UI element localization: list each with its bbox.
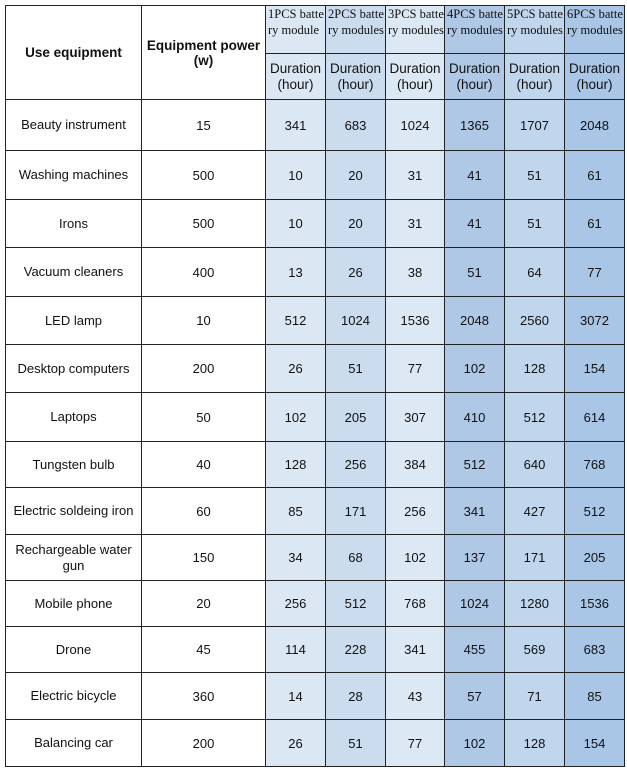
duration-cell: 341 [445, 488, 505, 535]
equipment-power: 500 [142, 151, 266, 200]
duration-cell: 1280 [505, 581, 565, 627]
equipment-name: LED lamp [6, 297, 142, 345]
duration-cell: 10 [266, 151, 326, 200]
header-duration-4: Duration (hour) [445, 54, 505, 100]
duration-cell: 64 [505, 248, 565, 297]
duration-cell: 2048 [445, 297, 505, 345]
battery-duration-table [5, 5, 625, 767]
duration-cell: 3072 [565, 297, 625, 345]
duration-cell: 10 [266, 200, 326, 248]
duration-cell: 307 [386, 393, 445, 442]
equipment-name: Electric soldeing iron [6, 488, 142, 535]
equipment-power: 20 [142, 581, 266, 627]
duration-cell: 26 [266, 345, 326, 393]
duration-cell: 768 [565, 442, 625, 488]
duration-cell: 14 [266, 673, 326, 720]
duration-cell: 128 [266, 442, 326, 488]
duration-cell: 427 [505, 488, 565, 535]
duration-cell: 171 [326, 488, 386, 535]
duration-cell: 128 [505, 345, 565, 393]
duration-cell: 85 [266, 488, 326, 535]
duration-cell: 128 [505, 720, 565, 767]
duration-cell: 768 [386, 581, 445, 627]
header-module-5: 5PCS battery modules [505, 6, 565, 54]
duration-cell: 77 [565, 248, 625, 297]
duration-cell: 51 [505, 151, 565, 200]
equipment-power: 360 [142, 673, 266, 720]
duration-cell: 114 [266, 627, 326, 673]
table-row [6, 488, 625, 535]
header-row-modules [6, 6, 625, 54]
duration-cell: 154 [565, 720, 625, 767]
duration-cell: 341 [386, 627, 445, 673]
header-use-equipment: Use equipment [6, 6, 142, 100]
duration-cell: 341 [266, 100, 326, 151]
duration-cell: 384 [386, 442, 445, 488]
table-body [6, 100, 625, 767]
table-row [6, 100, 625, 151]
duration-cell: 683 [326, 100, 386, 151]
header-duration-5: Duration (hour) [505, 54, 565, 100]
duration-cell: 102 [386, 535, 445, 581]
duration-cell: 512 [445, 442, 505, 488]
table-row [6, 673, 625, 720]
duration-cell: 512 [565, 488, 625, 535]
header-module-4: 4PCS battery modules [445, 6, 505, 54]
duration-cell: 640 [505, 442, 565, 488]
equipment-name: Irons [6, 200, 142, 248]
duration-cell: 38 [386, 248, 445, 297]
duration-cell: 26 [326, 248, 386, 297]
duration-cell: 77 [386, 345, 445, 393]
equipment-power: 50 [142, 393, 266, 442]
equipment-power: 500 [142, 200, 266, 248]
table-row [6, 200, 625, 248]
equipment-name: Balancing car [6, 720, 142, 767]
header-module-6: 6PCS battery modules [565, 6, 625, 54]
duration-cell: 31 [386, 200, 445, 248]
duration-cell: 137 [445, 535, 505, 581]
table-row [6, 151, 625, 200]
duration-cell: 1707 [505, 100, 565, 151]
duration-cell: 569 [505, 627, 565, 673]
table-row [6, 581, 625, 627]
equipment-name: Desktop computers [6, 345, 142, 393]
duration-cell: 61 [565, 200, 625, 248]
duration-cell: 256 [326, 442, 386, 488]
duration-cell: 512 [266, 297, 326, 345]
header-equipment-power: Equipment power (w) [142, 6, 266, 100]
equipment-power: 15 [142, 100, 266, 151]
equipment-name: Tungsten bulb [6, 442, 142, 488]
duration-cell: 171 [505, 535, 565, 581]
duration-cell: 51 [326, 720, 386, 767]
equipment-name: Rechargeable water gun [6, 535, 142, 581]
header-module-3: 3PCS battery modules [386, 6, 445, 54]
duration-cell: 26 [266, 720, 326, 767]
equipment-power: 200 [142, 345, 266, 393]
duration-cell: 31 [386, 151, 445, 200]
table-row [6, 535, 625, 581]
duration-cell: 512 [505, 393, 565, 442]
equipment-power: 400 [142, 248, 266, 297]
duration-cell: 1024 [386, 100, 445, 151]
duration-cell: 102 [445, 720, 505, 767]
equipment-power: 60 [142, 488, 266, 535]
duration-cell: 410 [445, 393, 505, 442]
duration-cell: 57 [445, 673, 505, 720]
duration-cell: 34 [266, 535, 326, 581]
table-row [6, 720, 625, 767]
duration-cell: 512 [326, 581, 386, 627]
duration-cell: 256 [386, 488, 445, 535]
equipment-name: Drone [6, 627, 142, 673]
duration-cell: 154 [565, 345, 625, 393]
header-module-2: 2PCS battery modules [326, 6, 386, 54]
duration-cell: 43 [386, 673, 445, 720]
duration-cell: 20 [326, 200, 386, 248]
table-row [6, 248, 625, 297]
equipment-power: 200 [142, 720, 266, 767]
header-module-1: 1PCS battery module [266, 6, 326, 54]
duration-cell: 20 [326, 151, 386, 200]
table-row [6, 442, 625, 488]
duration-cell: 102 [445, 345, 505, 393]
duration-cell: 41 [445, 200, 505, 248]
duration-cell: 1024 [445, 581, 505, 627]
equipment-name: Washing machines [6, 151, 142, 200]
duration-cell: 1536 [386, 297, 445, 345]
header-duration-6: Duration (hour) [565, 54, 625, 100]
table-row [6, 345, 625, 393]
duration-cell: 228 [326, 627, 386, 673]
duration-cell: 41 [445, 151, 505, 200]
duration-cell: 102 [266, 393, 326, 442]
equipment-power: 150 [142, 535, 266, 581]
duration-cell: 51 [326, 345, 386, 393]
duration-cell: 256 [266, 581, 326, 627]
equipment-name: Mobile phone [6, 581, 142, 627]
duration-cell: 614 [565, 393, 625, 442]
table-row [6, 393, 625, 442]
duration-cell: 1536 [565, 581, 625, 627]
header-duration-1: Duration (hour) [266, 54, 326, 100]
duration-cell: 2560 [505, 297, 565, 345]
header-duration-2: Duration (hour) [326, 54, 386, 100]
duration-cell: 683 [565, 627, 625, 673]
equipment-power: 10 [142, 297, 266, 345]
duration-cell: 1024 [326, 297, 386, 345]
table-row [6, 627, 625, 673]
equipment-name: Electric bicycle [6, 673, 142, 720]
duration-cell: 51 [445, 248, 505, 297]
duration-cell: 205 [326, 393, 386, 442]
duration-cell: 1365 [445, 100, 505, 151]
duration-cell: 61 [565, 151, 625, 200]
header-duration-3: Duration (hour) [386, 54, 445, 100]
equipment-name: Beauty instrument [6, 100, 142, 151]
duration-cell: 77 [386, 720, 445, 767]
duration-cell: 455 [445, 627, 505, 673]
duration-cell: 28 [326, 673, 386, 720]
duration-cell: 85 [565, 673, 625, 720]
duration-cell: 205 [565, 535, 625, 581]
duration-cell: 51 [505, 200, 565, 248]
duration-cell: 68 [326, 535, 386, 581]
table-row [6, 297, 625, 345]
equipment-power: 40 [142, 442, 266, 488]
equipment-power: 45 [142, 627, 266, 673]
equipment-name: Laptops [6, 393, 142, 442]
duration-cell: 71 [505, 673, 565, 720]
duration-cell: 13 [266, 248, 326, 297]
equipment-name: Vacuum cleaners [6, 248, 142, 297]
duration-cell: 2048 [565, 100, 625, 151]
